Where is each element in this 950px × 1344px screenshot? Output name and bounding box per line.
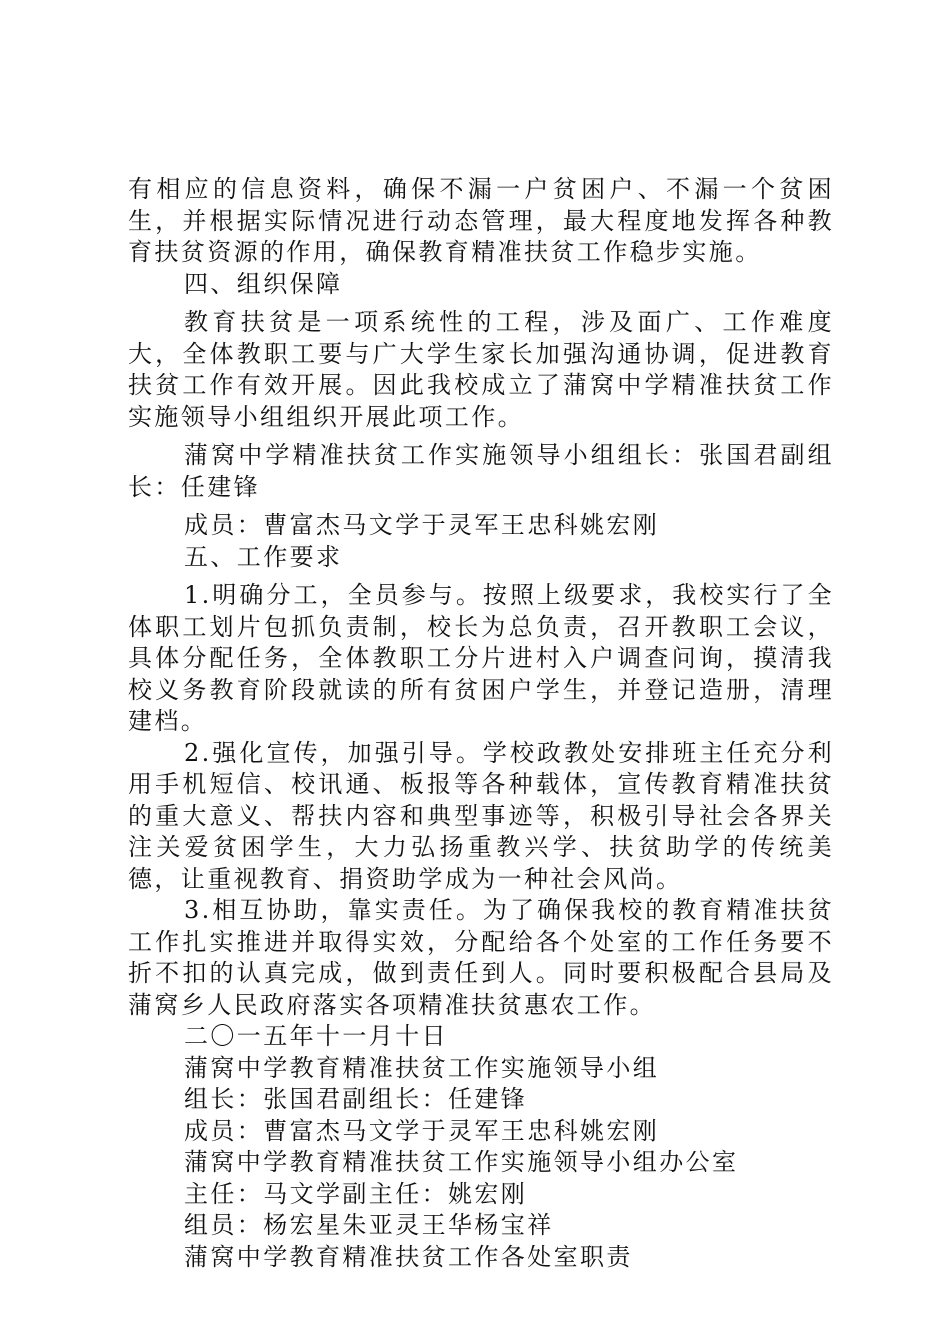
office-title: 蒲窝中学教育精准扶贫工作实施领导小组办公室	[184, 1148, 739, 1176]
paragraph-requirement-1: 1.明确分工，全员参与。按照上级要求，我校实行了全体职工划片包抓负责制，校长为总负责，召开教职工会议，具体分配任务，全体教职工分片进村入户调查问询，摸清我校义务教育阶段就读的所有贫困户学生，并登记造册，清理建档。	[128, 581, 834, 735]
duties-title: 蒲窝中学教育精准扶贫工作各处室职责	[184, 1242, 633, 1271]
office-directors: 主任：马文学副主任：姚宏刚	[184, 1179, 528, 1208]
paragraph-organization: 教育扶贫是一项系统性的工程，涉及面广、工作难度大，全体教职工要与广大学生家长加强沟通协调，促进教育扶贫工作有效开展。因此我校成立了蒲窝中学精准扶贫工作实施领导小组组织开展此项工作。	[128, 308, 834, 431]
date-line: 二〇一五年十一月十日	[184, 1022, 448, 1050]
paragraph-requirement-3: 3.相互协助，靠实责任。为了确保我校的教育精准扶贫工作扎实推进并取得实效，分配给各个处室的工作任务要不折不扣的认真完成，做到责任到人。同时要积极配合县局及蒲窝乡人民政府落实各项精准扶贫惠农工作。	[128, 896, 834, 1019]
paragraph-requirement-2: 2.强化宣传，加强引导。学校政教处安排班主任充分利用手机短信、校讯通、板报等各种载体，宣传教育精准扶贫的重大意义、帮扶内容和典型事迹等，积极引导社会各界关注关爱贫困学生，大力弘扬重教兴学、扶贫助学的传统美德，让重视教育、捐资助学成为一种社会风尚。	[128, 738, 834, 893]
section-heading-organization: 四、组织保障	[184, 269, 343, 298]
section-heading-requirements: 五、工作要求	[184, 542, 343, 571]
group-title: 蒲窝中学教育精准扶贫工作实施领导小组	[184, 1053, 660, 1082]
group-members: 成员：曹富杰马文学于灵军王忠科姚宏刚	[184, 1116, 660, 1145]
paragraph-continuation: 有相应的信息资料，确保不漏一户贫困户、不漏一个贫困生，并根据实际情况进行动态管理，最大程度地发挥各种教育扶贫资源的作用，确保教育精准扶贫工作稳步实施。	[128, 175, 834, 266]
document-body	[128, 174, 834, 1273]
paragraph-members: 成员：曹富杰马文学于灵军王忠科姚宏刚	[184, 511, 660, 539]
office-members: 组员：杨宏星朱亚灵王华杨宝祥	[184, 1211, 554, 1239]
group-leaders: 组长：张国君副组长：任建锋	[184, 1085, 528, 1113]
paragraph-leadership-group: 蒲窝中学精准扶贫工作实施领导小组组长：张国君副组长：任建锋	[128, 441, 834, 501]
